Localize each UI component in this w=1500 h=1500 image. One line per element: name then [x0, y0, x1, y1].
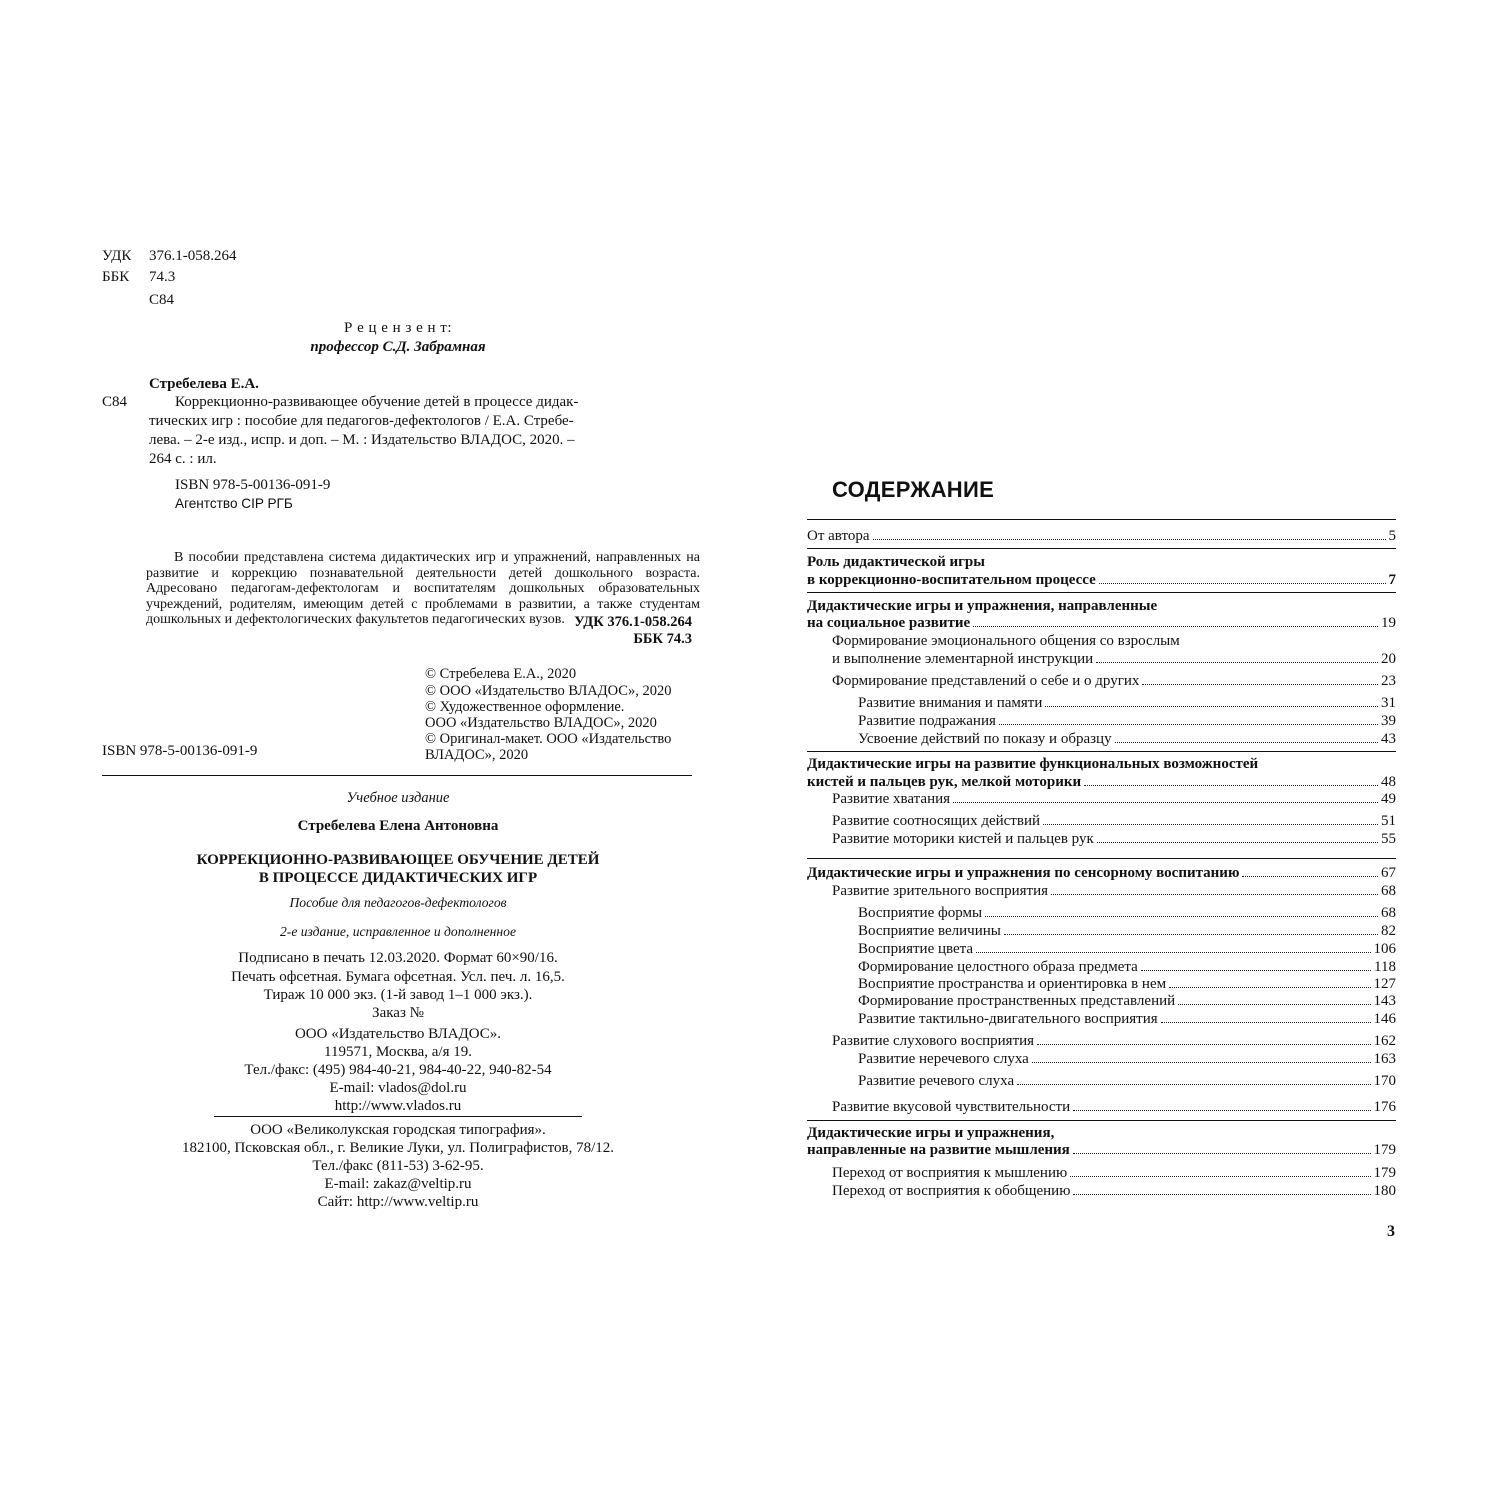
toc-entry-title: Восприятие пространства и ориентировка в нем — [858, 976, 1167, 992]
publisher-line: Тел./факс: (495) 984-40-21, 984-40-22, 940-82-54 — [244, 1062, 552, 1078]
toc-entry-title: на социальное развитие — [807, 615, 971, 631]
toc-leader — [1051, 894, 1378, 895]
toc-entry[interactable] — [858, 940, 1396, 958]
toc-leader — [1045, 706, 1378, 707]
agency: Агентство CIP РГБ — [175, 496, 293, 511]
toc-entry-title: направленные на развитие мышления — [807, 1142, 1070, 1158]
toc-entry-title: Восприятие величины — [858, 923, 1001, 939]
bbk-label: ББК — [102, 269, 130, 285]
bbk-value: 74.3 — [149, 269, 176, 285]
toc-entry[interactable] — [832, 1098, 1396, 1116]
toc-entry[interactable] — [832, 882, 1396, 900]
toc-entry-page: 43 — [1381, 731, 1396, 747]
toc-leader — [1073, 1110, 1370, 1111]
toc-entry[interactable] — [832, 1164, 1396, 1182]
printer-line: 182100, Псковская обл., г. Великие Луки, ул. Полиграфистов, 78/12. — [181, 1140, 615, 1156]
print-line: Заказ № — [372, 1005, 424, 1021]
toc-entry[interactable] — [858, 730, 1396, 748]
toc-entry-title[interactable]: Формирование эмоционального общения со взрослым — [832, 633, 1180, 649]
print-line: Тираж 10 000 экз. (1-й завод 1–1 000 экз.). — [263, 987, 533, 1003]
biblio-line: лева. – 2-е изд., испр. и доп. – М. : Издательство ВЛАДОС, 2020. – — [149, 432, 575, 448]
divider — [214, 1116, 582, 1117]
toc-entry-title: Развитие тактильно-двигательного восприятия — [858, 1011, 1158, 1027]
toc-rule — [807, 592, 1396, 593]
toc-entry-title: Формирование пространственных представлений — [858, 993, 1176, 1009]
toc-entry-title: Развитие моторики кистей и пальцев рук — [832, 831, 1094, 847]
toc-entry-title: От автора — [807, 528, 870, 544]
toc-entry-page: 31 — [1381, 695, 1396, 711]
toc-entry[interactable] — [807, 571, 1396, 589]
toc-entry-title: Развитие соотносящих действий — [832, 813, 1040, 829]
toc-leader — [1099, 583, 1386, 584]
copyright-line: ООО «Издательство ВЛАДОС», 2020 — [425, 715, 657, 731]
toc-entry-title: Усвоение действий по показу и образцу — [858, 731, 1112, 747]
annotation: В пособии представлена система дидактических игр и упражнений, направленных на развитие и коррекцию познавательной деятельности детей дошкольного возраста. Адресовано педагогам-дефектологам и воспитателям дошкольных образовательных учреждений, родителям, имеющим детей с проблемами в развитии, а также студентам дошкольных и дефектологических факультетов педагогических вузов. — [146, 550, 700, 627]
toc-rule — [807, 751, 1396, 752]
biblio-line: тических игр : пособие для педагогов-дефектологов / Е.А. Стребе- — [149, 413, 574, 429]
toc-leader — [1097, 842, 1378, 843]
toc-entry-title: Развитие зрительного восприятия — [832, 883, 1049, 899]
toc-entry[interactable] — [858, 958, 1396, 976]
toc-entry[interactable] — [832, 672, 1396, 690]
toc-leader — [1161, 1022, 1371, 1023]
toc-entry-page: 163 — [1373, 1051, 1396, 1067]
toc-entry[interactable] — [858, 712, 1396, 730]
toc-top-rule — [807, 519, 1396, 520]
copyright-line: © Оригинал-макет. ООО «Издательство — [425, 731, 672, 747]
toc-entry-title[interactable]: Роль дидактической игры — [807, 554, 985, 570]
toc-entry-page: 143 — [1373, 993, 1396, 1009]
toc-leader — [1017, 1084, 1370, 1085]
toc-leader — [976, 952, 1370, 953]
toc-leader — [1070, 1176, 1370, 1177]
toc-entry-title: Развитие неречевого слуха — [858, 1051, 1029, 1067]
toc-entry-page: 127 — [1373, 976, 1396, 992]
printer-line: E-mail: zakaz@veltip.ru — [324, 1176, 472, 1192]
toc-entry[interactable] — [858, 992, 1396, 1010]
toc-leader — [1073, 1153, 1371, 1154]
toc-leader — [1037, 1044, 1370, 1045]
toc-entry-title: Переход от восприятия к мышлению — [832, 1165, 1068, 1181]
toc-entry-title: Развитие подражания — [858, 713, 996, 729]
toc-leader — [999, 724, 1378, 725]
print-line: Печать офсетная. Бумага офсетная. Усл. печ. л. 16,5. — [231, 969, 565, 985]
biblio-line: Коррекционно-развивающее обучение детей в процессе дидак- — [175, 394, 579, 410]
toc-leader — [1141, 970, 1371, 971]
toc-entry[interactable] — [858, 975, 1396, 993]
biblio-line: 264 с. : ил. — [149, 451, 217, 467]
udk-label: УДК — [102, 248, 132, 264]
toc-entry-page: 5 — [1388, 528, 1396, 544]
toc-entry-page: 82 — [1381, 923, 1396, 939]
toc-entry[interactable] — [832, 1032, 1396, 1050]
toc-entry-page: 118 — [1374, 959, 1396, 975]
toc-leader — [1242, 876, 1378, 877]
imprint-author: Стребелева Елена Антоновна — [297, 818, 499, 834]
toc-entry-page: 48 — [1381, 774, 1396, 790]
toc-entry-page: 180 — [1373, 1183, 1396, 1199]
toc-entry-page: 23 — [1381, 673, 1396, 689]
toc-leader — [1043, 824, 1378, 825]
toc-entry-title[interactable]: Дидактические игры и упражнения, направленные — [807, 598, 1158, 614]
toc-entry[interactable] — [858, 1010, 1396, 1028]
toc-leader — [1084, 785, 1378, 786]
toc-entry[interactable] — [858, 922, 1396, 940]
toc-entry-title[interactable]: Дидактические игры и упражнения, — [807, 1125, 1055, 1141]
page-number: 3 — [1387, 1223, 1395, 1240]
copyright-line: ВЛАДОС», 2020 — [425, 747, 529, 763]
imprint-title: КОРРЕКЦИОННО-РАЗВИВАЮЩЕЕ ОБУЧЕНИЕ ДЕТЕЙ — [196, 852, 600, 868]
toc-entry-page: 68 — [1381, 905, 1396, 921]
toc-rule — [807, 1120, 1396, 1121]
toc-entry-title: Восприятие цвета — [858, 941, 974, 957]
toc-leader — [1142, 684, 1378, 685]
copyright-line: © ООО «Издательство ВЛАДОС», 2020 — [425, 683, 672, 699]
imprint-title: В ПРОЦЕССЕ ДИДАКТИЧЕСКИХ ИГР — [258, 870, 538, 886]
toc-entry[interactable] — [807, 864, 1396, 882]
imprint-type: Учебное издание — [346, 790, 450, 806]
toc-entry[interactable] — [807, 1141, 1396, 1159]
isbn-line: ISBN 978-5-00136-091-9 — [175, 477, 331, 493]
imprint-subtitle: Пособие для педагогов-дефектологов — [289, 895, 507, 910]
toc-entry-page: 170 — [1373, 1073, 1396, 1089]
toc-entry-title: в коррекционно-воспитательном процессе — [807, 572, 1096, 588]
toc-entry-page: 162 — [1373, 1033, 1396, 1049]
publisher-line: ООО «Издательство ВЛАДОС». — [294, 1026, 502, 1042]
toc-entry-title[interactable]: Дидактические игры на развитие функциональных возможностей — [807, 756, 1259, 772]
biblio-author: Стребелева Е.А. — [149, 376, 259, 392]
printer-line: Тел./факс (811-53) 3-62-95. — [312, 1158, 484, 1174]
toc-entry[interactable] — [858, 904, 1396, 922]
toc-entry-title: Развитие слухового восприятия — [832, 1033, 1035, 1049]
toc-entry-page: 51 — [1381, 813, 1396, 829]
publisher-line: E-mail: vlados@dol.ru — [329, 1080, 467, 1096]
toc-entry-title: Формирование представлений о себе и о других — [832, 673, 1140, 689]
annotation-udk: УДК 376.1-058.264 — [574, 614, 692, 630]
toc-leader — [1096, 662, 1378, 663]
toc-entry-page: 55 — [1381, 831, 1396, 847]
author-mark: С84 — [149, 292, 175, 308]
publisher-line: 119571, Москва, а/я 19. — [324, 1044, 472, 1060]
printer-line: Сайт: http://www.veltip.ru — [317, 1194, 479, 1210]
isbn-bottom: ISBN 978-5-00136-091-9 — [102, 743, 258, 759]
udk-value: 376.1-058.264 — [149, 248, 237, 264]
toc-entry[interactable] — [807, 773, 1396, 791]
toc-entry[interactable] — [858, 694, 1396, 712]
toc-entry[interactable] — [832, 1182, 1396, 1200]
toc-entry-title: Восприятие формы — [858, 905, 983, 921]
toc-leader — [953, 802, 1378, 803]
toc-entry-page: 39 — [1381, 713, 1396, 729]
toc-entry-title: Переход от восприятия к обобщению — [832, 1183, 1071, 1199]
toc-entry-page: 19 — [1381, 615, 1396, 631]
toc-entry-title: Формирование целостного образа предмета — [858, 959, 1138, 975]
toc-entry-page: 20 — [1381, 651, 1396, 667]
toc-entry[interactable] — [858, 1072, 1396, 1090]
toc-leader — [873, 539, 1386, 540]
copyright-line: © Художественное оформление. — [425, 699, 625, 715]
biblio-mark: С84 — [102, 394, 128, 410]
toc-rule — [807, 548, 1396, 549]
toc-entry-page: 68 — [1381, 883, 1396, 899]
toc-entry-page: 146 — [1373, 1011, 1396, 1027]
annotation-bbk: ББК 74.3 — [633, 631, 692, 647]
toc-entry-title: Развитие внимания и памяти — [858, 695, 1043, 711]
toc-entry-page: 49 — [1381, 791, 1396, 807]
imprint-edition: 2-е издание, исправленное и дополненное — [279, 924, 517, 939]
toc-entry[interactable] — [807, 614, 1396, 632]
toc-rule — [807, 858, 1396, 859]
toc-leader — [1032, 1062, 1371, 1063]
toc-entry[interactable] — [832, 830, 1396, 848]
toc-entry[interactable] — [858, 1050, 1396, 1068]
print-line: Подписано в печать 12.03.2020. Формат 60×90/16. — [238, 950, 558, 966]
toc-heading: СОДЕРЖАНИЕ — [832, 477, 995, 502]
toc-entry-page: 179 — [1373, 1142, 1396, 1158]
toc-entry-page: 179 — [1373, 1165, 1396, 1181]
copyright-line: © Стребелева Е.А., 2020 — [425, 666, 577, 682]
toc-leader — [1178, 1004, 1370, 1005]
toc-leader — [985, 916, 1378, 917]
toc-entry-title: и выполнение элементарной инструкции — [832, 651, 1094, 667]
toc-leader — [1115, 742, 1378, 743]
toc-entry-title: Развитие вкусовой чувствительности — [832, 1099, 1071, 1115]
toc-leader — [973, 626, 1378, 627]
divider — [102, 775, 692, 776]
toc-entry-page: 106 — [1373, 941, 1396, 957]
toc-leader — [1073, 1194, 1370, 1195]
toc-entry[interactable] — [832, 790, 1396, 808]
publisher-line: http://www.vlados.ru — [334, 1098, 462, 1114]
reviewer-name: профессор С.Д. Забрамная — [310, 339, 486, 355]
toc-entry-page: 67 — [1381, 865, 1396, 881]
toc-entry-title: Дидактические игры и упражнения по сенсорному воспитанию — [807, 865, 1240, 881]
toc-leader — [1169, 987, 1370, 988]
printer-line: ООО «Великолукская городская типография». — [250, 1122, 546, 1138]
reviewer-label: Р е ц е н з е н т: — [343, 320, 453, 336]
toc-entry[interactable] — [832, 650, 1396, 668]
toc-leader — [1004, 934, 1378, 935]
toc-entry-title: Развитие хватания — [832, 791, 951, 807]
toc-entry-page: 176 — [1373, 1099, 1396, 1115]
toc-entry-title: Развитие речевого слуха — [858, 1073, 1015, 1089]
toc-entry[interactable] — [807, 527, 1396, 545]
toc-entry-title: кистей и пальцев рук, мелкой моторики — [807, 774, 1082, 790]
toc-entry[interactable] — [832, 812, 1396, 830]
toc-entry-page: 7 — [1388, 572, 1396, 588]
